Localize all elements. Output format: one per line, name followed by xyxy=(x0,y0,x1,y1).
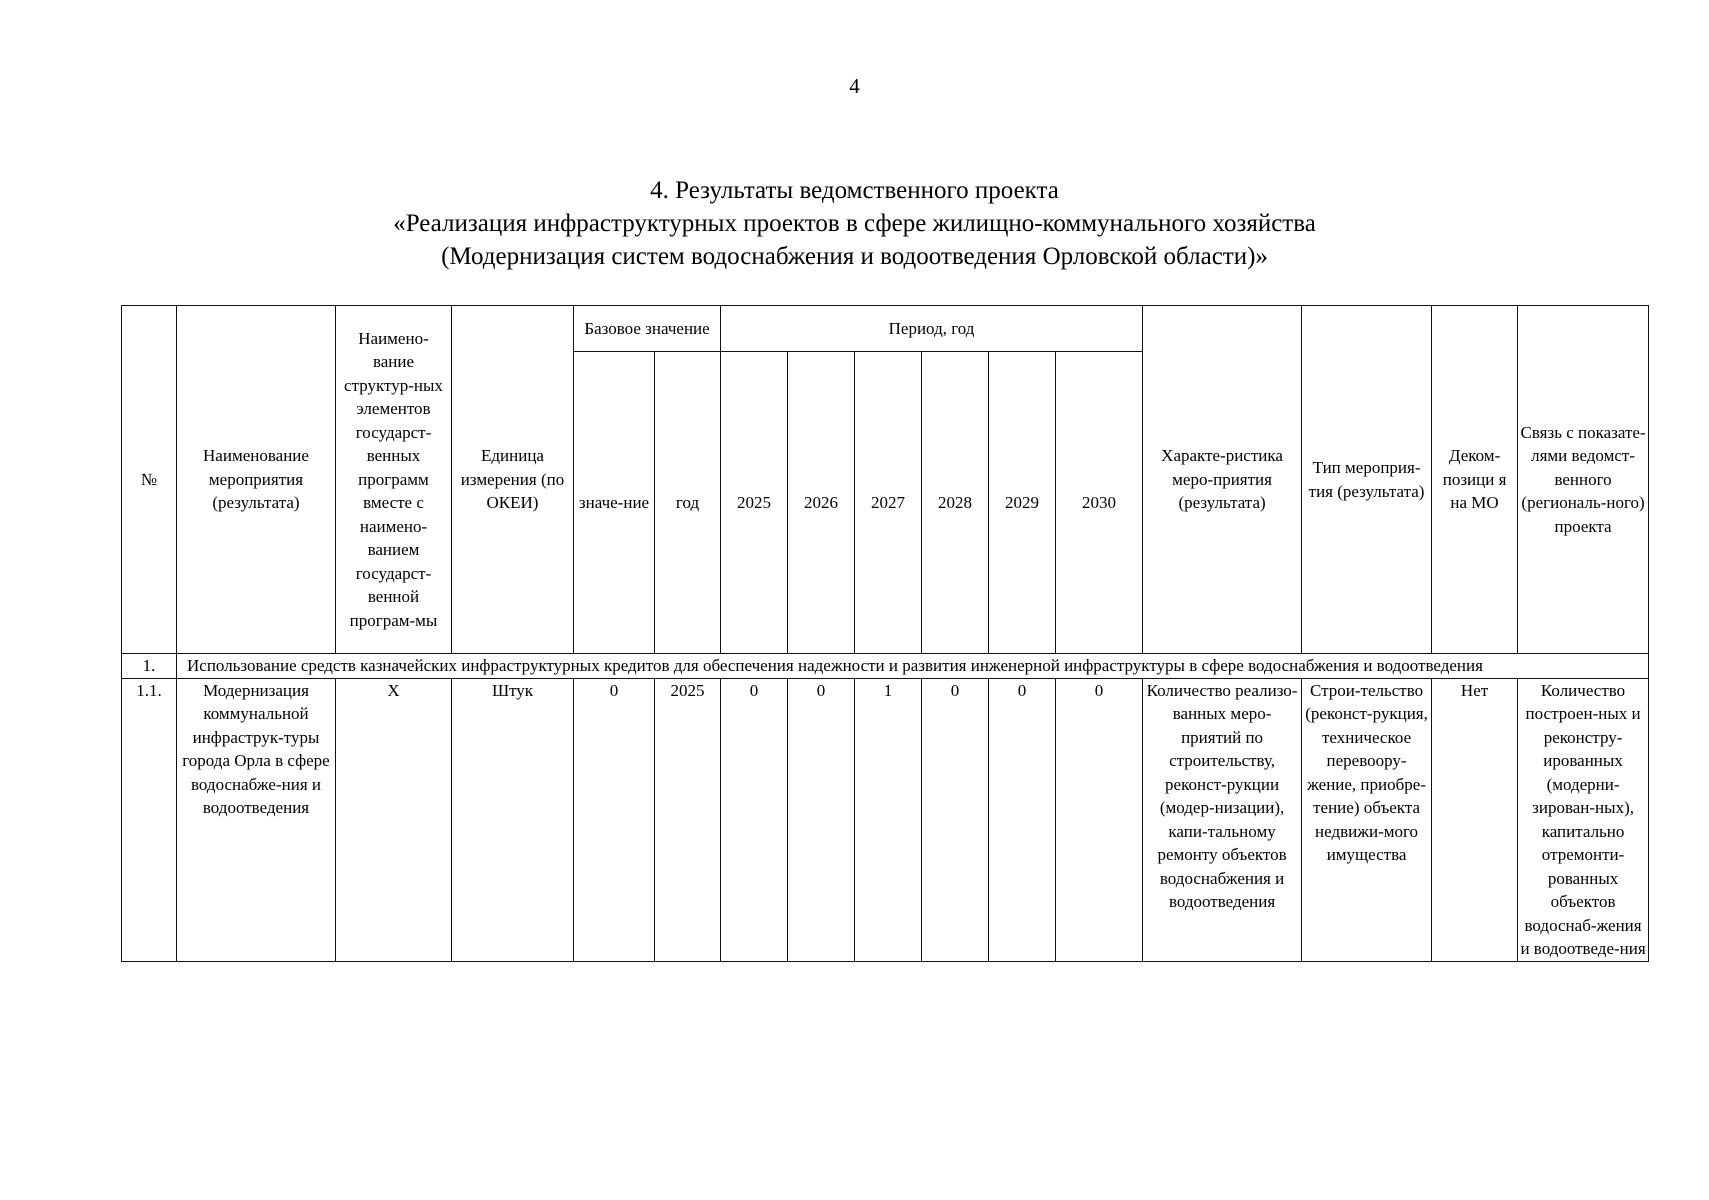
row-type: Строи-тельство (реконст-рукция, техническое перевоору-жение, приобре-тение) объекта недвижи-мого имущества xyxy=(1302,678,1432,961)
row-year-2030: 0 xyxy=(1056,678,1143,961)
title-line-3: (Модернизация систем водоснабжения и водоотведения Орловской области)» xyxy=(441,243,1268,270)
header-year-2027: 2027 xyxy=(855,352,922,654)
page-number: 4 xyxy=(849,74,860,98)
title-line-2: «Реализация инфраструктурных проектов в сфере жилищно-коммунального хозяйства xyxy=(393,210,1316,237)
header-period: Период, год xyxy=(721,306,1143,352)
table-header-row xyxy=(122,306,1649,352)
row-year-2025: 0 xyxy=(721,678,788,961)
section-row xyxy=(122,654,1649,679)
row-year-2029: 0 xyxy=(989,678,1056,961)
row-structural: X xyxy=(336,678,452,961)
header-unit: Единица измерения (по ОКЕИ) xyxy=(452,306,574,654)
row-name: Модернизация коммунальной инфраструк-туры города Орла в сфере водоснабже-ния и водоотведения xyxy=(177,678,336,961)
row-decomposition: Нет xyxy=(1432,678,1518,961)
header-year-2029: 2029 xyxy=(989,352,1056,654)
document-title xyxy=(0,174,1709,273)
row-year-2026: 0 xyxy=(788,678,855,961)
header-link: Связь с показате-лями ведомст-венного (региональ-ного) проекта xyxy=(1518,306,1649,654)
row-year-2027: 1 xyxy=(855,678,922,961)
header-type: Тип мероприя-тия (результата) xyxy=(1302,306,1432,654)
header-base: Базовое значение xyxy=(574,306,721,352)
header-characteristic: Характе-ристика меро-приятия (результата) xyxy=(1143,306,1302,654)
row-year-2028: 0 xyxy=(922,678,989,961)
header-num: № xyxy=(122,306,177,654)
row-link: Количество построен-ных и реконстру-ированных (модерни-зирован-ных), капитально отремонти-рованных объектов водоснаб-жения и водоотведе-ния xyxy=(1518,678,1649,961)
header-year-2025: 2025 xyxy=(721,352,788,654)
row-base-value: 0 xyxy=(574,678,655,961)
header-base-year: год xyxy=(655,352,721,654)
header-year-2030: 2030 xyxy=(1056,352,1143,654)
row-unit: Штук xyxy=(452,678,574,961)
row-base-year: 2025 xyxy=(655,678,721,961)
row-characteristic: Количество реализо-ванных меро-приятий по строительству, реконст-рукции (модер-низации), капи-тальному ремонту объектов водоснабжения и водоотведения xyxy=(1143,678,1302,961)
section-num: 1. xyxy=(122,654,177,679)
row-num: 1.1. xyxy=(122,678,177,961)
header-name: Наименование мероприятия (результата) xyxy=(177,306,336,654)
header-decomposition: Деком-позици я на МО xyxy=(1432,306,1518,654)
table-row xyxy=(122,678,1649,961)
header-structural: Наимено-вание структур-ных элементов государст-венных программ вместе с наимено-ванием государст-венной програм-мы xyxy=(336,306,452,654)
results-table xyxy=(121,305,1649,962)
header-year-2026: 2026 xyxy=(788,352,855,654)
section-text: Использование средств казначейских инфраструктурных кредитов для обеспечения надежности и развития инженерной инфраструктуры в сфере водоснабжения и водоотведения xyxy=(177,654,1649,679)
title-line-1: 4. Результаты ведомственного проекта xyxy=(650,177,1059,204)
header-base-value: значе-ние xyxy=(574,352,655,654)
header-year-2028: 2028 xyxy=(922,352,989,654)
